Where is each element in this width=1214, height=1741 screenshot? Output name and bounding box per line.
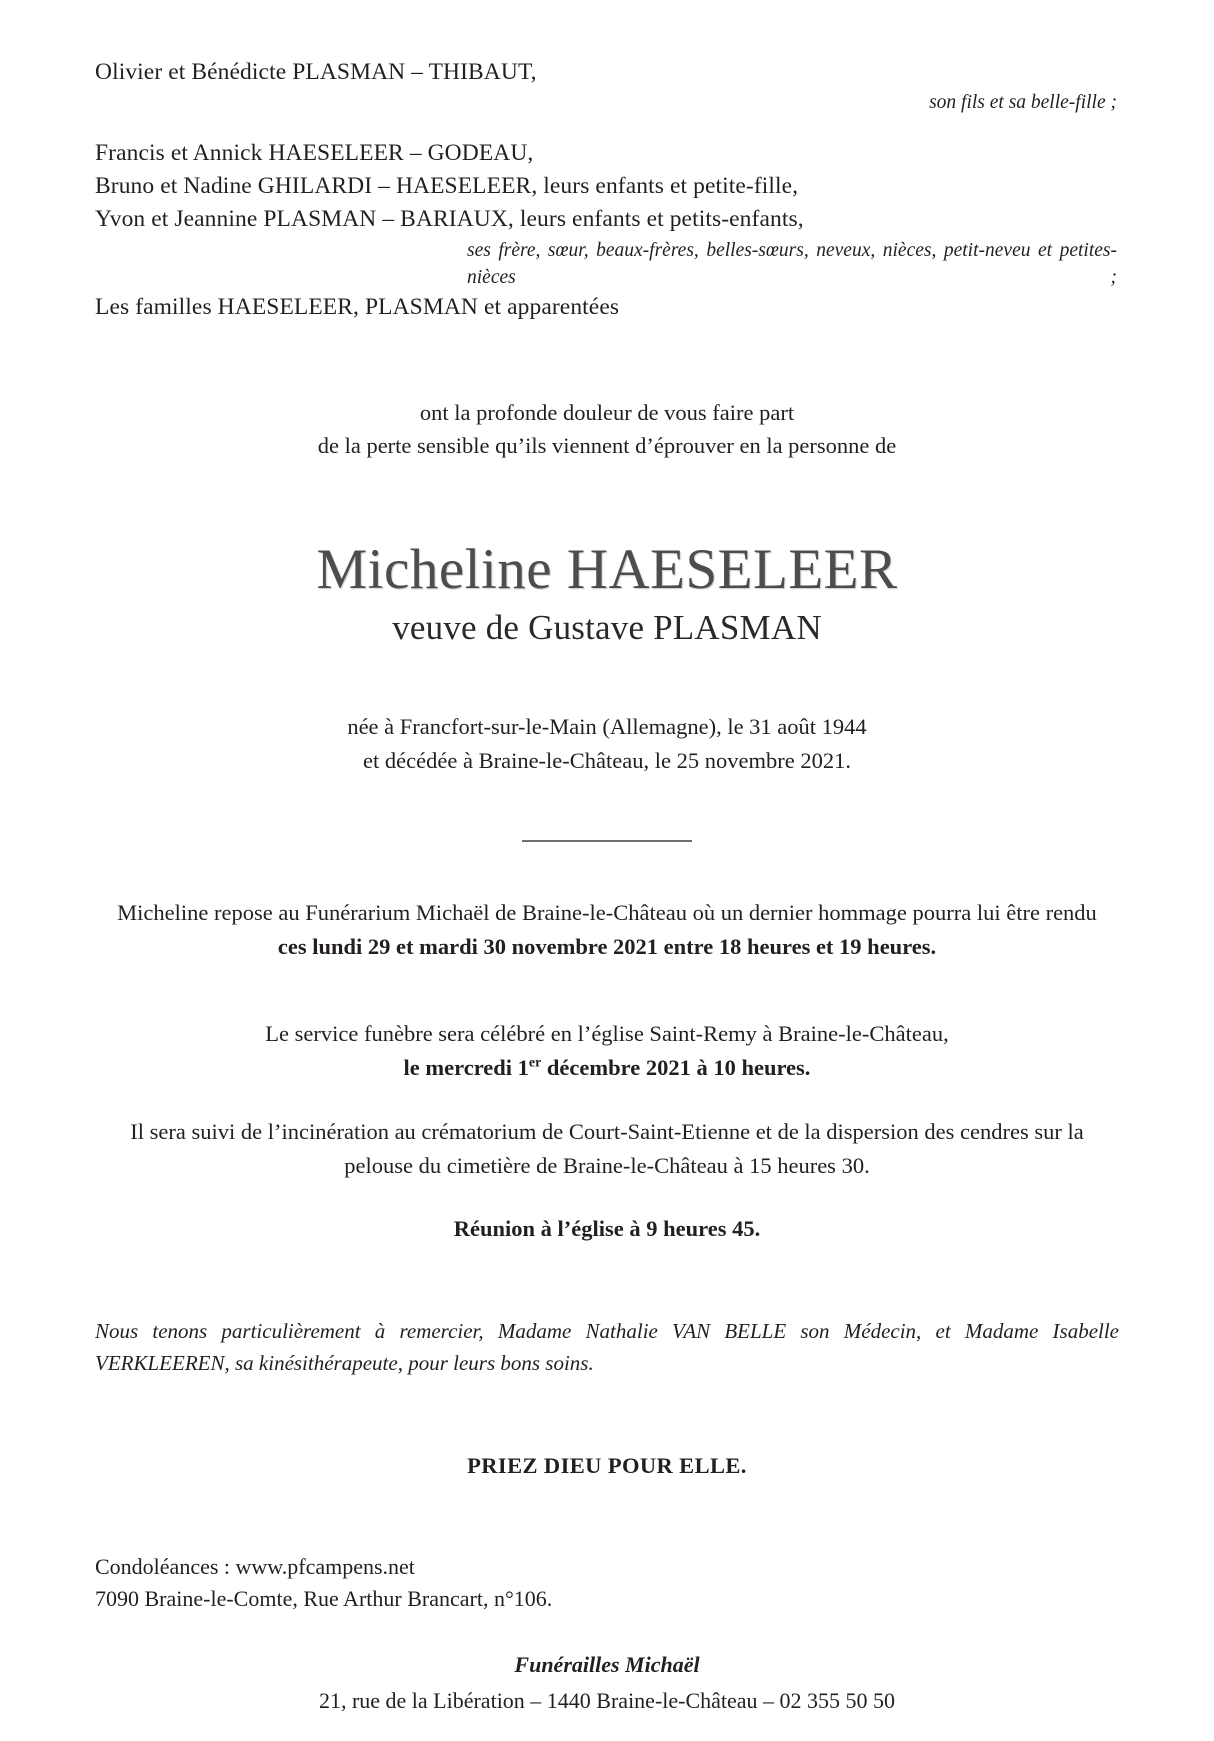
cremation-line-1: Il sera suivi de l’incinération au crématorium de Court-Saint-Etienne et de la dispersion des cendres sur la	[130, 1118, 1084, 1144]
announcement-line-2: de la perte sensible qu’ils viennent d’éprouver en la personne de	[317, 432, 897, 458]
qualifier-siblings: ses frère, sœur, beaux-frères, belles-sœurs, neveux, nièces, petit-neveu et petites-nièces ;	[467, 239, 1117, 289]
service-line-1: Le service funèbre sera célébré en l’église Saint-Remy à Braine-le-Château,	[265, 1021, 949, 1047]
announcement	[95, 397, 1119, 463]
funeral-home-address: 21, rue de la Libération – 1440 Braine-le-Château – 02 355 50 50	[318, 1687, 896, 1713]
service-block	[95, 1017, 1119, 1085]
divider	[522, 840, 692, 842]
visitation-block	[95, 896, 1119, 964]
meeting-block	[95, 1212, 1119, 1246]
funeral-home-name: Funérailles Michaël	[514, 1652, 700, 1677]
visitation-line-1: Micheline repose au Funérarium Michaël de Braine-le-Château où un dernier hommage pourra lui être rendu	[117, 899, 1097, 925]
visitation-line-2: ces lundi 29 et mardi 30 novembre 2021 entre 18 heures et 19 heures.	[277, 933, 937, 959]
death-line: et décédée à Braine-le-Château, le 25 novembre 2021.	[363, 748, 851, 774]
condolences-address: 7090 Braine-le-Comte, Rue Arthur Brancart, n°106.	[95, 1586, 553, 1612]
cremation-block	[95, 1115, 1119, 1183]
family-line-plasman-bariaux: Yvon et Jeannine PLASMAN – BARIAUX, leurs enfants et petits-enfants,	[95, 206, 804, 233]
condolences-line: Condoléances : www.pfcampens.net	[95, 1554, 415, 1580]
qualifier-son: son fils et sa belle-fille ;	[929, 92, 1117, 114]
deceased-spouse: veuve de Gustave PLASMAN	[392, 608, 822, 648]
meeting-line: Réunion à l’église à 9 heures 45.	[453, 1216, 761, 1242]
footer	[95, 1551, 1119, 1731]
deceased-name-block	[95, 540, 1119, 648]
service-date-ordinal: er	[528, 1055, 542, 1071]
pray-line: PRIEZ DIEU POUR ELLE.	[467, 1453, 747, 1479]
family-spacer	[95, 117, 1119, 137]
birth-death-block	[95, 710, 1119, 778]
cremation-line-2: pelouse du cimetière de Braine-le-Château à 15 heures 30.	[344, 1152, 870, 1178]
service-date-prefix: le mercredi 1	[403, 1055, 529, 1081]
birth-line: née à Francfort-sur-le-Main (Allemagne), le 31 août 1944	[347, 714, 867, 740]
announcement-line-1: ont la profonde douleur de vous faire part	[419, 399, 795, 425]
family-line-ghilardi-haeseleer: Bruno et Nadine GHILARDI – HAESELEER, leurs enfants et petite-fille,	[95, 173, 799, 200]
thanks-note: Nous tenons particulièrement à remercier, Madame Nathalie VAN BELLE son Médecin, et Madame Isabelle VERKLEEREN, sa kinésithérapeute, pour leurs bons soins.	[95, 1319, 1119, 1375]
service-date-suffix: décembre 2021 à 10 heures.	[541, 1055, 811, 1081]
family-line-families: Les familles HAESELEER, PLASMAN et apparentées	[95, 294, 620, 321]
family-block	[95, 56, 1119, 325]
deceased-name: Micheline HAESELEER	[316, 538, 898, 602]
family-line-haeseleer-godeau: Francis et Annick HAESELEER – GODEAU,	[95, 139, 534, 166]
family-line-son: Olivier et Bénédicte PLASMAN – THIBAUT,	[95, 59, 537, 85]
